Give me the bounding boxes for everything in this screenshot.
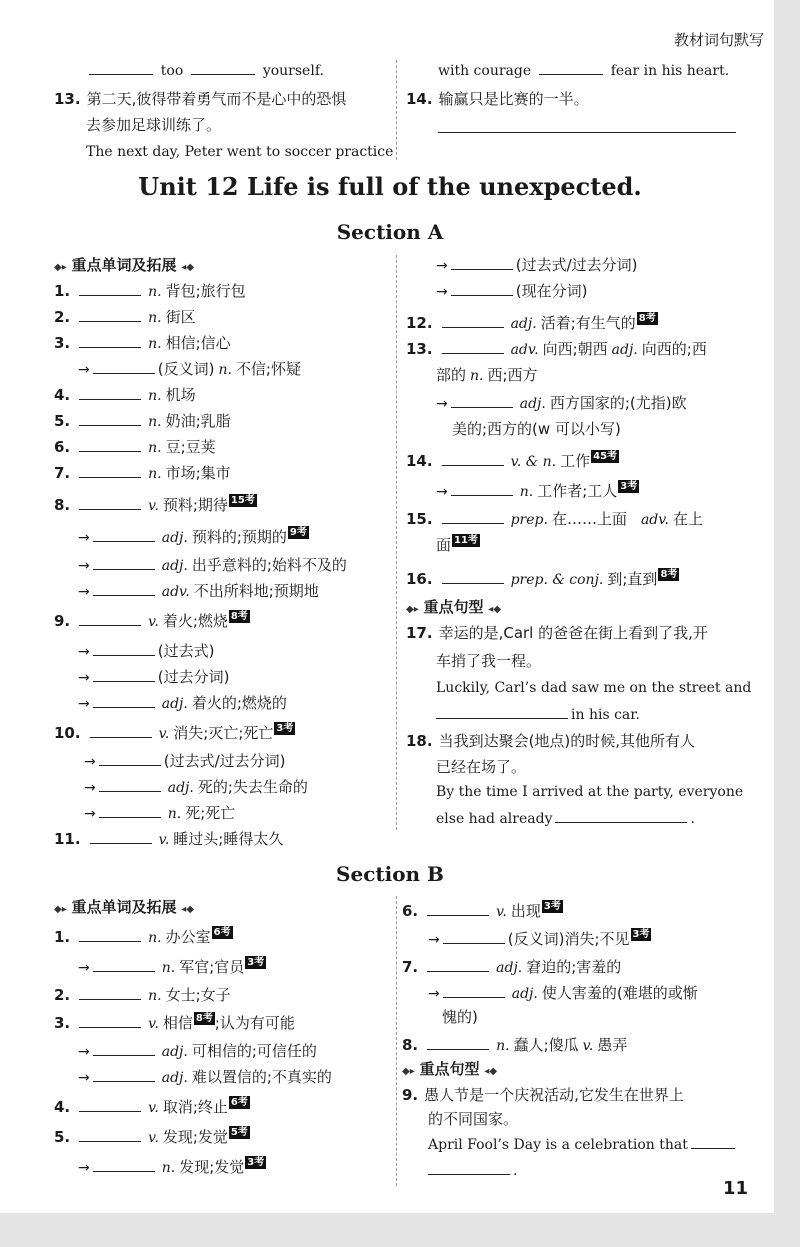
vocab-b-item-5: 5. v. 发现;发觉 5考 [54,1127,248,1146]
answer-blank[interactable] [93,1067,155,1082]
sentence-18: 18. 当我到达聚会(地点)的时候,其他所有人 [406,732,696,750]
arrow-icon: → [436,396,448,412]
vocab-b-item-7a-cont: 愧的) [442,1008,478,1026]
exam-count-badge: 6考 [230,1097,248,1108]
answer-blank[interactable] [79,385,141,400]
diamond-icon: ◆▸ [406,604,419,615]
vocab-b-item-2: 2. n. 女士;女子 [54,986,231,1004]
vocab-item-16: 16. prep. & conj. 到;直到 8考 [406,569,678,588]
arrow-icon: → [78,670,90,686]
arrow-icon: → [436,484,448,500]
vocab-item-13: 13. adv. 向西;朝西 adj. 向西的;西 [406,340,707,358]
answer-blank[interactable] [93,957,155,972]
vocab-b-item-3b: → adj. 难以置信的;不真实的 [78,1068,332,1086]
vocab-item-3a: → (反义词) n. 不信;怀疑 [78,360,301,378]
exam-count-badge: 3考 [620,481,638,492]
exam-count-badge: 3考 [247,1157,265,1168]
diamond-icon: ◆▸ [402,1066,415,1077]
vocab-b-item-4: 4. v. 取消;终止 6考 [54,1097,248,1116]
sentence-18-en: By the time I arrived at the party, everyone [436,784,744,800]
vocab-b-item-5a: → n. 发现;发觉 3考 [78,1157,265,1176]
answer-blank[interactable] [93,359,155,374]
exam-count-badge: 9考 [289,527,307,538]
answer-blank[interactable] [79,985,141,1000]
vocab-item-13-cont: 部的 n. 西;西方 [436,366,538,384]
answer-blank[interactable] [443,983,505,998]
answer-blank[interactable] [442,339,504,354]
exam-count-badge: 15考 [230,495,255,506]
exam-count-badge: 3考 [276,723,294,734]
arrow-icon: → [78,362,90,378]
vocab-item-10a: → (过去式/过去分词) [84,752,286,770]
exam-count-badge: 45考 [593,451,618,462]
column-divider-b [396,896,397,1186]
vocab-b-item-7: 7. adj. 窘迫的;害羞的 [402,958,622,976]
arrow-icon: → [78,1160,90,1176]
sentence-9-en-cont: . [428,1160,517,1179]
answer-blank[interactable] [89,60,153,75]
answer-blank[interactable] [90,723,152,738]
diamond-icon: ◂◆ [181,262,195,273]
page-edge-bottom [0,1213,800,1247]
vocab-item-6: 6. n. 豆;豆荚 [54,438,216,456]
sentence-9-en: April Fool’s Day is a celebration that [428,1134,738,1153]
vocab-item-8: 8. v. 预料;期待 15考 [54,495,255,514]
arrow-icon: → [78,584,90,600]
arrow-icon: → [84,780,96,796]
arrow-icon: → [78,696,90,712]
answer-blank[interactable] [691,1134,735,1149]
vocab-item-9c: → adj. 着火的;燃烧的 [78,694,287,712]
arrow-icon: → [78,1044,90,1060]
exam-count-badge: 3考 [632,929,650,940]
answer-blank[interactable] [99,751,161,766]
vocab-heading: ◆▸ 重点单词及拓展 ◂◆ [54,256,195,274]
vocab-item-12: 12. adj. 活着;有生气的 8考 [406,313,656,332]
answer-line-14[interactable] [438,132,736,133]
vocab-item-3: 3. n. 相信;信心 [54,334,231,352]
diamond-icon: ◆▸ [54,904,67,915]
page-number: 11 [722,1178,748,1199]
arrow-icon: → [78,530,90,546]
vocab-b-item-3: 3. v. 相信 8考 ;认为有可能 [54,1013,295,1032]
vocab-item-15: 15. prep. 在……上面 adv. 在上 [406,510,703,528]
vocab-item-11: 11. v. 睡过头;睡得太久 [54,830,284,848]
sentence-9: 9. 愚人节是一个庆祝活动,它发生在世界上 [402,1086,684,1104]
answer-blank[interactable] [79,307,141,322]
answer-blank[interactable] [93,527,155,542]
exam-count-badge: 8考 [195,1013,213,1024]
vocab-item-15-cont: 面 11考 [436,535,478,554]
diamond-icon: ◂◆ [488,604,502,615]
sentence-18-cont: 已经在场了。 [436,758,527,776]
answer-blank[interactable] [79,927,141,942]
vocab-item-7: 7. n. 市场;集市 [54,464,231,482]
answer-blank[interactable] [93,667,155,682]
answer-blank[interactable] [93,555,155,570]
answer-blank[interactable] [442,451,504,466]
exam-count-badge: 11考 [454,535,478,546]
answer-blank[interactable] [191,60,255,75]
answer-blank[interactable] [427,901,489,916]
answer-blank[interactable] [79,1013,141,1028]
question-14: 14. 输赢只是比赛的一半。 [406,90,589,108]
answer-blank[interactable] [79,411,141,426]
answer-blank[interactable] [79,611,141,626]
answer-blank[interactable] [93,1157,155,1172]
vocab-item-10b: → adj. 死的;失去生命的 [84,778,308,796]
question-13-cont: 去参加足球训练了。 [86,116,222,134]
vocab-item-8c: → adv. 不出所料地;预期地 [78,582,319,600]
answer-blank[interactable] [79,463,141,478]
column-divider-top [396,60,397,160]
answer-blank[interactable] [539,60,603,75]
sentence-heading: ◆▸ 重点句型 ◂◆ [406,598,502,616]
answer-blank[interactable] [442,509,504,524]
answer-blank[interactable] [451,255,513,270]
answer-blank[interactable] [99,777,161,792]
answer-blank[interactable] [451,393,513,408]
exam-count-badge: 3考 [247,957,265,968]
question-13: 13. 第二天,彼得带着勇气而不是心中的恐惧 [54,90,347,108]
vocab-item-9: 9. v. 着火;燃烧 8考 [54,611,248,630]
vocab-item-4: 4. n. 机场 [54,386,196,404]
arrow-icon: → [428,986,440,1002]
answer-blank[interactable] [443,929,505,944]
vocab-item-14: 14. v. & n. 工作 45考 [406,451,618,470]
exam-count-badge: 3考 [543,901,561,912]
vocab-item-11b: → (现在分词) [436,282,588,300]
answer-blank[interactable] [93,641,155,656]
vocab-item-9a: → (过去式) [78,642,215,660]
unit-title: Unit 12 Life is full of the unexpected. [138,172,642,201]
answer-blank[interactable] [79,333,141,348]
sentence-17-en-cont: in his car. [436,704,640,723]
vocab-item-9b: → (过去分词) [78,668,230,686]
arrow-icon: → [78,558,90,574]
question-13-en: The next day, Peter went to soccer practice [86,144,394,160]
vocab-b-item-6a: → (反义词)消失;不见 3考 [428,929,650,948]
arrow-icon: → [84,754,96,770]
arrow-icon: → [436,258,448,274]
answer-blank[interactable] [555,808,687,823]
answer-blank[interactable] [90,829,152,844]
answer-blank[interactable] [428,1160,510,1175]
vocab-item-11a: → (过去式/过去分词) [436,256,638,274]
answer-blank[interactable] [93,1041,155,1056]
answer-blank[interactable] [79,281,141,296]
top-right-line-1: with courage fear in his heart. [438,60,729,79]
answer-blank[interactable] [79,437,141,452]
column-divider-a [396,255,397,830]
answer-blank[interactable] [79,495,141,510]
section-a-title: Section A [336,220,444,244]
vocab-b-item-6: 6. v. 出现 3考 [402,901,561,920]
sentence-9-cont: 的不同国家。 [428,1110,519,1128]
answer-blank[interactable] [436,704,568,719]
answer-blank[interactable] [451,281,513,296]
diamond-icon: ◂◆ [484,1066,498,1077]
arrow-icon: → [78,644,90,660]
vocab-item-10c: → n. 死;死亡 [84,804,236,822]
arrow-icon: → [78,1070,90,1086]
sentence-17-cont: 车捎了我一程。 [436,652,542,670]
answer-blank[interactable] [442,313,504,328]
answer-blank[interactable] [93,581,155,596]
vocab-item-14a: → n. 工作者;工人 3考 [436,481,638,500]
vocab-b-item-1a: → n. 军官;官员 3考 [78,957,265,976]
sentence-17-en: Luckily, Carl’s dad saw me on the street and [436,680,752,696]
answer-blank[interactable] [79,1127,141,1142]
sentence-17: 17. 幸运的是,Carl 的爸爸在街上看到了我,开 [406,624,708,642]
answer-blank[interactable] [451,481,513,496]
arrow-icon: → [436,284,448,300]
exam-count-badge: 6考 [213,927,231,938]
answer-blank[interactable] [442,569,504,584]
header-title: 教材词句默写 [673,31,764,49]
section-b-title: Section B [336,862,444,886]
answer-blank[interactable] [93,693,155,708]
vocab-b-item-7a: → adj. 使人害羞的(难堪的或惭 [428,984,698,1002]
vocab-item-8a: → adj. 预料的;预期的 9考 [78,527,307,546]
top-line-1: too yourself. [86,60,324,79]
vocab-item-1: 1. n. 背包;旅行包 [54,282,246,300]
vocab-item-8b: → adj. 出乎意料的;始料不及的 [78,556,347,574]
sentence-18-en-cont: else had already . [436,808,695,827]
exam-count-badge: 8考 [230,611,248,622]
vocab-item-2: 2. n. 街区 [54,308,196,326]
exam-count-badge: 5考 [230,1127,248,1138]
vocab-b-item-8: 8. n. 蠢人;傻瓜 v. 愚弄 [402,1036,628,1054]
sentence-heading-b: ◆▸ 重点句型 ◂◆ [402,1060,498,1078]
answer-blank[interactable] [427,1035,489,1050]
arrow-icon: → [428,932,440,948]
answer-blank[interactable] [427,957,489,972]
vocab-item-13a: → adj. 西方国家的;(尤指)欧 [436,394,687,412]
answer-blank[interactable] [79,1097,141,1112]
vocab-item-13a-cont: 美的;西方的(w 可以小写) [452,420,621,438]
answer-blank[interactable] [99,803,161,818]
diamond-icon: ◂◆ [181,904,195,915]
exam-count-badge: 8考 [660,569,678,580]
vocab-item-5: 5. n. 奶油;乳脂 [54,412,231,430]
arrow-icon: → [84,806,96,822]
vocab-item-10: 10. v. 消失;灭亡;死亡 3考 [54,723,294,742]
exam-count-badge: 8考 [638,313,656,324]
vocab-heading-b: ◆▸ 重点单词及拓展 ◂◆ [54,898,195,916]
arrow-icon: → [78,960,90,976]
diamond-icon: ◆▸ [54,262,67,273]
vocab-b-item-3a: → adj. 可相信的;可信任的 [78,1042,317,1060]
vocab-b-item-1: 1. n. 办公室 6考 [54,927,231,946]
